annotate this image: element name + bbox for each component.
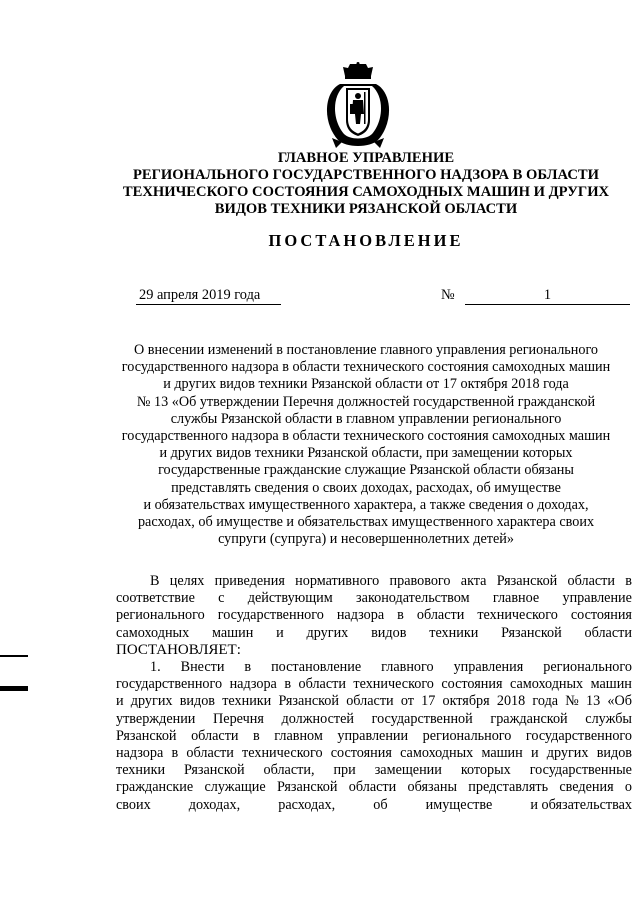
- body-word: постановление: [271, 659, 362, 676]
- body-word: технического: [353, 676, 434, 693]
- body-word: законодательством: [356, 590, 470, 607]
- subject-line: представлять сведения о своих доходах, расходах, об имуществе: [171, 479, 561, 496]
- body-word: Рязанской: [496, 573, 558, 589]
- body-line: [116, 693, 632, 710]
- body-word: техники: [222, 693, 272, 710]
- subject-line: государственные гражданские служащие Рязанской области обязаны: [158, 462, 574, 479]
- body-word: техники: [429, 624, 479, 641]
- subject-line: супруги (супруга) и несовершеннолетних детей»: [218, 531, 514, 548]
- body-line: [116, 745, 632, 762]
- body-word: области: [567, 573, 615, 589]
- body-word: надзора: [229, 676, 277, 693]
- body-word: своих: [116, 796, 151, 813]
- body-word: видов: [179, 693, 216, 710]
- body-word: других: [306, 624, 349, 641]
- body-word: обязаны: [407, 779, 458, 796]
- body-word: «Об: [607, 693, 632, 710]
- body-word: службы: [585, 710, 632, 727]
- margin-mark: [0, 655, 28, 657]
- body-line: [116, 573, 632, 590]
- ryazan-coat-of-arms-icon: [316, 62, 400, 150]
- agency-line: ГЛАВНОЕ УПРАВЛЕНИЕ: [277, 150, 455, 166]
- body-word: области: [416, 607, 465, 624]
- body-word: октября: [442, 693, 490, 710]
- body-word: акта: [460, 573, 487, 589]
- body-word: должностей: [281, 710, 354, 727]
- body-word: в: [625, 573, 632, 589]
- subject-line: и других видов техники Рязанской области, при замещении которых: [159, 445, 573, 462]
- body-word: в: [397, 607, 404, 624]
- body-word: машин: [590, 676, 632, 693]
- body-word: области: [348, 779, 397, 796]
- margin-mark: [0, 686, 28, 691]
- body-line: [116, 625, 632, 642]
- body-line: [116, 607, 632, 624]
- body-word: и обязательствах: [530, 796, 632, 813]
- body-word: о: [624, 779, 632, 796]
- body-word: Рязанской: [501, 624, 562, 641]
- body-word: при: [333, 762, 356, 779]
- body-line: [116, 762, 632, 779]
- body-word: Рязанской: [278, 693, 339, 710]
- body-word: регионального: [422, 727, 512, 744]
- body-word: Рязанской: [184, 762, 245, 779]
- body-word: доходах,: [188, 796, 241, 813]
- body-line: [116, 728, 632, 745]
- body-word: ПОСТАНОВЛЯЕТ:: [116, 641, 241, 658]
- subject-line: № 13 «Об утверждении Перечня должностей государственной гражданской: [136, 393, 596, 410]
- body-word: правового: [389, 573, 451, 589]
- body-word: с: [218, 590, 225, 607]
- subject-line: государственного надзора в области технического состояния самоходных машин: [121, 359, 611, 376]
- subject-line: расходах, об имуществе и обязательствах имущественного характера своих: [137, 514, 595, 531]
- body-word: управлении: [337, 727, 409, 744]
- body-word: состояния: [570, 607, 632, 624]
- body-word: главном: [274, 727, 323, 744]
- body-word: видов: [371, 624, 407, 641]
- body-word: целях: [169, 573, 205, 589]
- body-word: государственного: [217, 607, 324, 624]
- body-word: в: [171, 745, 179, 762]
- body-word: области: [584, 624, 632, 641]
- body-word: области,: [263, 762, 315, 779]
- body-line: [116, 659, 632, 676]
- agency-line: РЕГИОНАЛЬНОГО ГОСУДАРСТВЕННОГО НАДЗОРА В ОБЛАСТИ: [132, 167, 599, 183]
- body-word: года: [532, 693, 559, 710]
- body-word: 1.: [150, 659, 161, 676]
- subject-line: и обязательствах имущественного характера, а также сведения о доходах,: [143, 496, 589, 513]
- document-subject: [96, 342, 636, 548]
- body-word: №: [565, 693, 579, 710]
- body-word: расходах,: [278, 796, 336, 813]
- subject-line: и других видов техники Рязанской области от 17 октября 2018 года: [163, 376, 569, 393]
- body-word: видов: [596, 745, 632, 762]
- body-word: регионального: [116, 607, 205, 624]
- body-line: [116, 797, 632, 814]
- body-word: главное: [492, 590, 540, 607]
- body-word: управления: [453, 659, 524, 676]
- body-word: в: [244, 659, 252, 676]
- body-word: регионального: [543, 659, 632, 676]
- body-word: управление: [562, 590, 632, 607]
- body-line: [116, 779, 632, 796]
- subject-line: государственного надзора в области технического состояния самоходных машин: [121, 428, 611, 445]
- body-word: Внести: [180, 659, 225, 676]
- body-word: гражданские: [116, 779, 194, 796]
- body-word: области: [191, 727, 239, 744]
- body-word: состояния: [441, 676, 503, 693]
- body-line: [116, 676, 632, 693]
- body-word: других: [546, 745, 589, 762]
- body-word: утверждении: [116, 710, 196, 727]
- body-word: области: [186, 745, 234, 762]
- body-word: состояния: [330, 745, 392, 762]
- body-word: 17: [421, 693, 436, 710]
- document-number: 1: [465, 287, 630, 305]
- body-word: государственной: [371, 710, 473, 727]
- document-date: 29 апреля 2019 года: [136, 287, 281, 305]
- body-word: об: [373, 796, 388, 813]
- body-word: в: [253, 727, 260, 744]
- body-word: области: [346, 693, 394, 710]
- body-word: государственного: [116, 676, 223, 693]
- body-word: государственного: [525, 727, 632, 744]
- body-word: надзора: [336, 607, 385, 624]
- body-word: машин: [481, 745, 523, 762]
- agency-line: ТЕХНИЧЕСКОГО СОСТОЯНИЯ САМОХОДНЫХ МАШИН И ДРУГИХ: [122, 184, 610, 200]
- body-word: Рязанской: [276, 779, 338, 796]
- body-word: технического: [242, 745, 323, 762]
- body-word: служащие: [204, 779, 266, 796]
- body-word: представлять: [468, 779, 549, 796]
- body-line: [116, 711, 632, 728]
- body-word: сведения: [559, 779, 614, 796]
- body-word: самоходных: [509, 676, 584, 693]
- subject-line: службы Рязанской области в главном управлении регионального: [170, 410, 562, 427]
- agency-name: [96, 150, 636, 218]
- agency-line: ВИДОВ ТЕХНИКИ РЯЗАНСКОЙ ОБЛАСТИ: [214, 201, 518, 217]
- body-word: технического: [477, 607, 558, 624]
- number-label: №: [441, 287, 455, 303]
- document-type: ПОСТАНОВЛЕНИЕ: [268, 231, 464, 250]
- subject-line: О внесении изменений в постановление главного управления регионального: [133, 342, 599, 358]
- body-word: которых: [460, 762, 511, 779]
- body-word: и: [530, 745, 539, 762]
- body-word: государственные: [529, 762, 632, 779]
- body-word: надзора: [116, 745, 164, 762]
- document-body: [116, 573, 632, 814]
- body-line: [116, 590, 632, 607]
- body-word: в: [284, 676, 292, 693]
- body-word: самоходных: [400, 745, 474, 762]
- body-word: гражданской: [490, 710, 568, 727]
- body-word: В: [150, 573, 160, 589]
- body-word: имуществе: [425, 796, 493, 813]
- body-word: техники: [116, 762, 166, 779]
- body-word: приведения: [214, 573, 285, 589]
- body-word: других: [130, 693, 173, 710]
- body-word: 13: [586, 693, 601, 710]
- body-word: и: [116, 693, 124, 710]
- body-word: и: [276, 624, 284, 641]
- body-word: Рязанской: [116, 727, 177, 744]
- body-word: самоходных: [116, 624, 190, 641]
- body-word: 2018: [496, 693, 526, 710]
- body-word: от: [400, 693, 414, 710]
- body-word: замещении: [374, 762, 442, 779]
- body-word: машин: [212, 624, 254, 641]
- body-line: [116, 642, 632, 659]
- body-word: нормативного: [295, 573, 380, 589]
- body-word: Перечня: [213, 710, 264, 727]
- body-word: области: [298, 676, 346, 693]
- body-word: главного: [381, 659, 434, 676]
- body-word: действующим: [247, 590, 333, 607]
- body-word: соответствие: [116, 590, 195, 607]
